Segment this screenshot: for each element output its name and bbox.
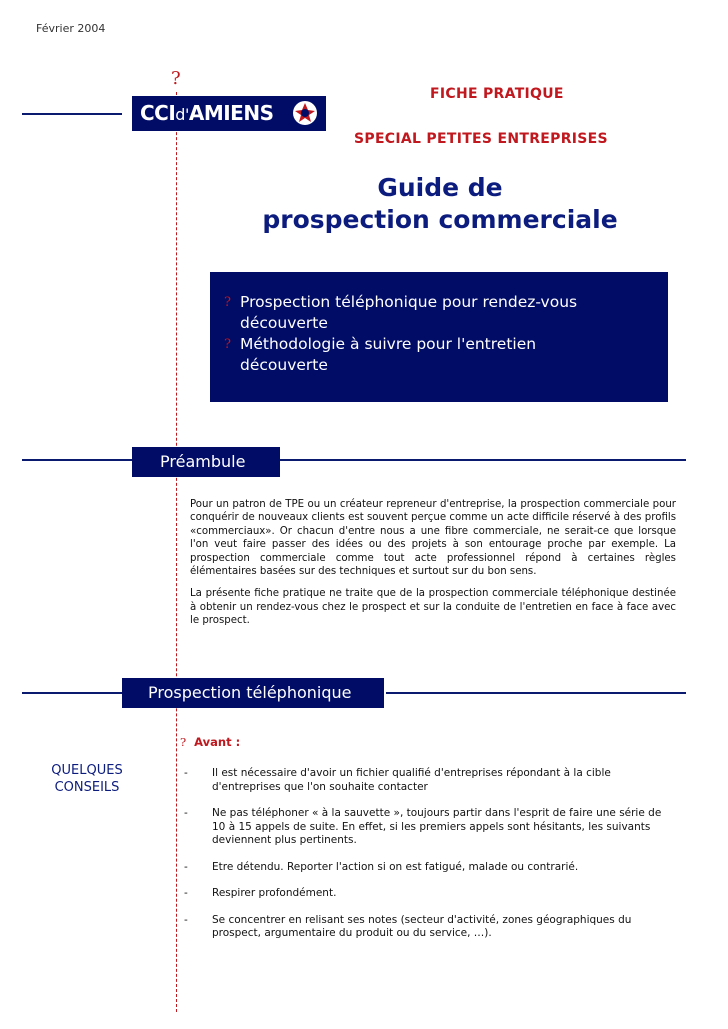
list-item: - Se concentrer en relisant ses notes (secteur d'activité, zones géographiques du prospect, argumentaire du produit ou du service, …).: [184, 913, 632, 939]
divider-line: [280, 459, 686, 461]
cci-amiens-logo: [132, 96, 326, 131]
document-date: Février 2004: [36, 22, 106, 35]
title-line-1: Guide de: [377, 173, 503, 202]
side-label-conseils: QUELQUES CONSEILS: [51, 763, 123, 795]
divider-line: [22, 692, 122, 694]
section-heading-prospection: Prospection téléphonique: [122, 678, 384, 708]
divider-line: [22, 113, 122, 115]
bullet-glyph: ?: [224, 295, 231, 310]
paragraph: La présente fiche pratique ne traite que de la prospection commerciale téléphonique destinée à obtenir un rendez-vous chez le prospect et sur la conduite de l'entretien en face à face avec le prospect.: [190, 588, 676, 627]
logo-wordmark: CCId'AMIENS: [140, 101, 274, 125]
divider-line: [22, 459, 132, 461]
bullet-glyph: ?: [224, 337, 231, 352]
margin-guide-line: [176, 92, 177, 1012]
section-heading-preambule: Préambule: [132, 447, 280, 477]
special-label: SPECIAL PETITES ENTREPRISES: [354, 131, 608, 147]
bullet-glyph: ?: [180, 735, 187, 749]
title-line-2: prospection commerciale: [262, 205, 618, 234]
list-item: - Ne pas téléphoner « à la sauvette », toujours partir dans l'esprit de faire une série de 10 à 15 appels de suite. En effet, si les premiers appels sont hésitants, les suivants deviennent plus pertinents.: [184, 807, 662, 846]
list-item: - Il est nécessaire d'avoir un fichier qualifié d'entreprises répondant à la cible d'entreprises que l'on souhaite contacter: [184, 767, 611, 793]
preambule-text: [190, 498, 676, 637]
page-title: [200, 172, 680, 236]
divider-line: [386, 692, 686, 694]
summary-item: ? Prospection téléphonique pour rendez-vous découverte: [224, 293, 578, 332]
summary-item: ? Méthodologie à suivre pour l'entretien découverte: [224, 335, 537, 374]
placeholder-glyph: ?: [171, 68, 181, 89]
summary-box: [210, 272, 668, 402]
list-item: - Etre détendu. Reporter l'action si on est fatigué, malade ou contrarié.: [184, 860, 579, 873]
avant-heading: ? Avant :: [180, 735, 241, 749]
list-item: - Respirer profondément.: [184, 887, 337, 899]
fiche-pratique-label: FICHE PRATIQUE: [430, 86, 564, 102]
logo-emblem-icon: [292, 100, 318, 126]
tips-list: [184, 767, 664, 954]
paragraph: Pour un patron de TPE ou un créateur repreneur d'entreprise, la prospection commerciale pour conquérir de nouveaux clients est souvent perçue comme un acte difficile réservé à des profils «commerciaux». Or chacun d'entre nous a une fibre commerciale, ne serait-ce que lorsque l'on veut faire passer des idées ou des projets à son entourage proche par exemple. La prospection commerciale comme tout acte professionnel répond à certaines règles élémentaires basées sur des techniques et surtout sur du bon sens.: [190, 499, 676, 578]
